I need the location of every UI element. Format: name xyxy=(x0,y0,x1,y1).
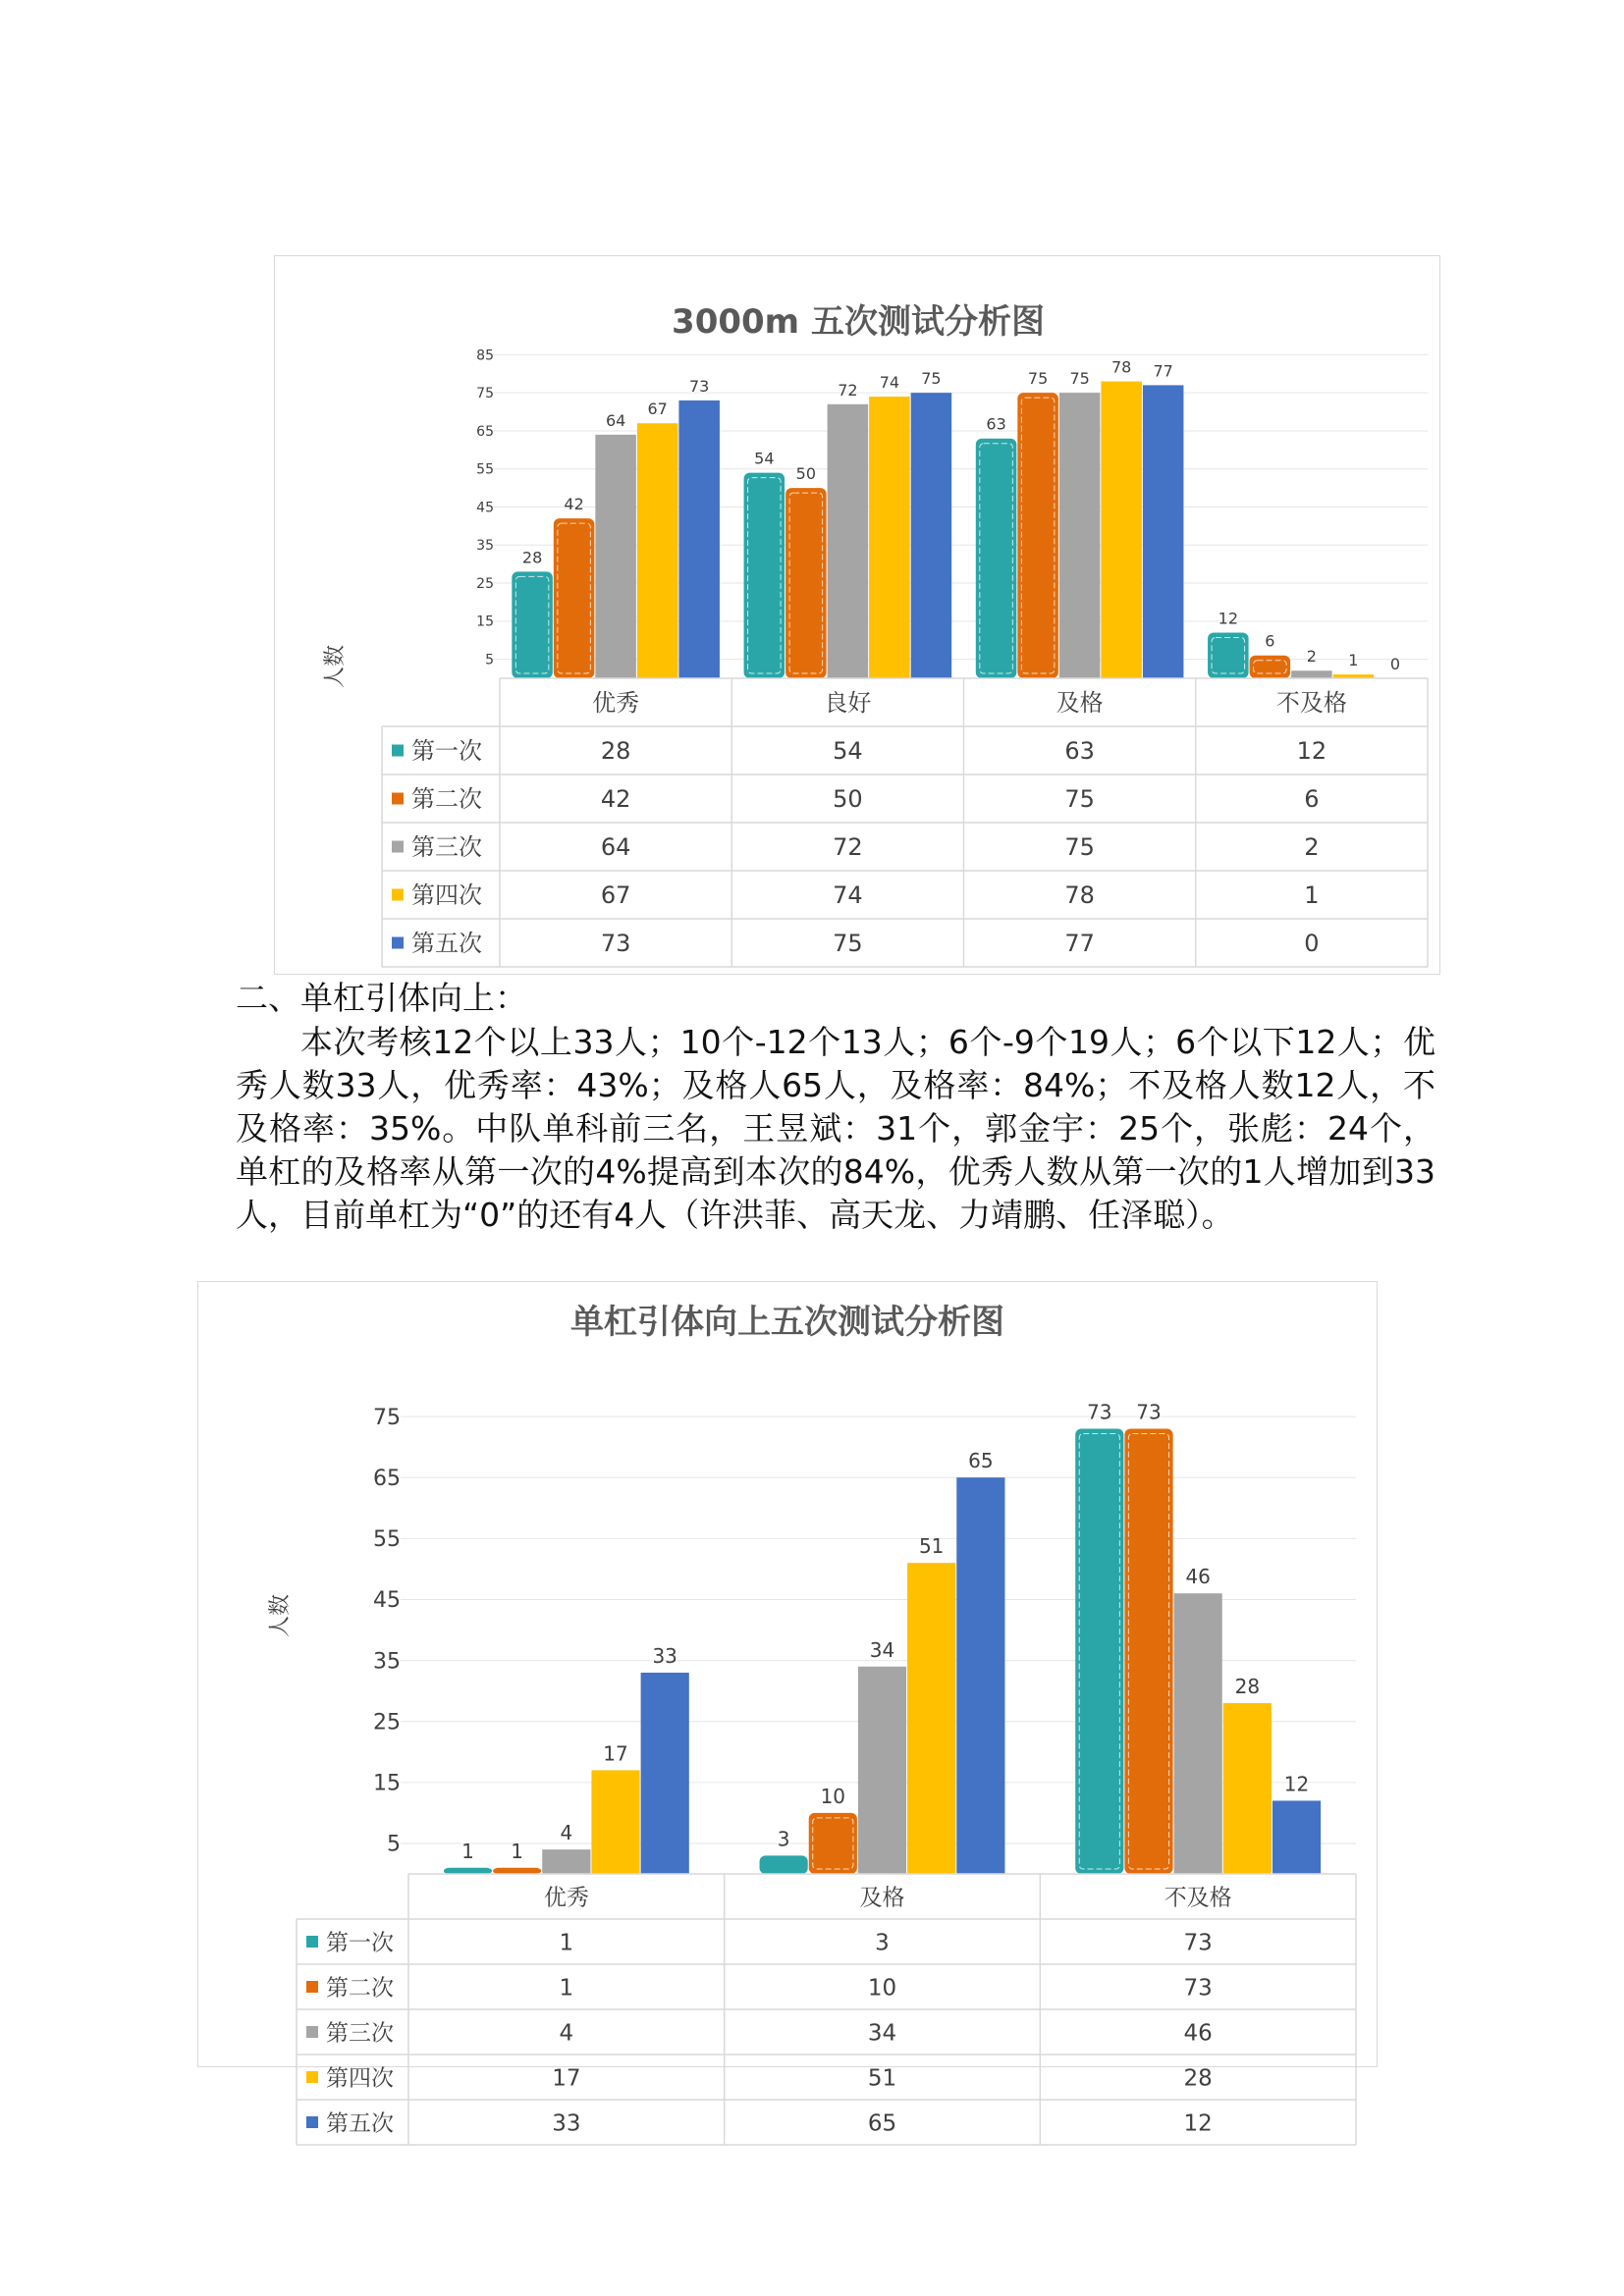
chart-title: 3000m 五次测试分析图 xyxy=(672,302,1045,342)
data-label: 51 xyxy=(918,1534,945,1559)
table-cell: 63 xyxy=(1064,737,1095,766)
category-label: 及格 xyxy=(1056,689,1104,718)
table-cell: 2 xyxy=(1304,833,1320,862)
legend-swatch xyxy=(392,889,404,901)
chart-3000m xyxy=(275,256,1441,976)
bar xyxy=(1124,1428,1172,1874)
bar xyxy=(809,1813,857,1874)
data-label: 63 xyxy=(986,414,1006,434)
legend-swatch xyxy=(306,2026,318,2038)
y-tick-label: 55 xyxy=(373,1527,401,1553)
table-cell: 73 xyxy=(1183,1975,1213,2002)
bar xyxy=(858,1667,906,1874)
table-cell: 54 xyxy=(833,737,863,766)
bar xyxy=(1075,1428,1123,1874)
table-cell: 72 xyxy=(833,833,863,862)
data-label: 12 xyxy=(1218,609,1239,628)
legend-label: 第三次 xyxy=(326,2020,394,2047)
bar xyxy=(542,1849,590,1874)
y-tick-label: 5 xyxy=(387,1832,401,1857)
bar xyxy=(1223,1703,1272,1874)
table-cell: 1 xyxy=(1304,881,1320,910)
y-tick-label: 35 xyxy=(476,538,494,555)
legend-label: 第四次 xyxy=(411,881,482,910)
bar xyxy=(493,1868,541,1874)
data-label: 17 xyxy=(603,1741,628,1766)
data-label: 54 xyxy=(754,449,775,468)
data-label: 50 xyxy=(795,464,817,484)
data-label: 75 xyxy=(921,369,942,389)
data-label: 0 xyxy=(1389,655,1401,673)
table-cell: 77 xyxy=(1064,930,1095,958)
table-cell: 65 xyxy=(867,2110,897,2137)
y-axis-label: 人数 xyxy=(323,644,348,689)
table-cell: 46 xyxy=(1183,2020,1213,2047)
table-cell: 3 xyxy=(875,1930,890,1956)
table-cell: 73 xyxy=(1183,1930,1213,1956)
data-label: 67 xyxy=(647,400,668,419)
table-cell: 10 xyxy=(867,1975,897,2002)
bar xyxy=(512,571,553,678)
legend-swatch xyxy=(306,1936,318,1948)
chart-pullup-frame xyxy=(197,1281,1378,2137)
bar xyxy=(678,400,720,678)
legend-label: 第五次 xyxy=(326,2110,394,2137)
legend-swatch xyxy=(306,2071,318,2083)
data-label: 4 xyxy=(560,1821,573,1845)
bar xyxy=(1143,385,1184,678)
legend-label: 第四次 xyxy=(326,2065,394,2092)
legend-swatch xyxy=(392,937,404,949)
y-tick-label: 65 xyxy=(476,423,494,440)
bar xyxy=(828,404,869,678)
y-tick-label: 25 xyxy=(476,575,494,592)
bar xyxy=(554,518,595,678)
data-label: 73 xyxy=(688,376,710,396)
y-tick-label: 65 xyxy=(373,1466,401,1491)
legend-label: 第二次 xyxy=(326,1975,394,2002)
y-tick-label: 75 xyxy=(476,386,494,402)
category-label: 优秀 xyxy=(592,689,640,718)
bar xyxy=(1291,670,1332,678)
y-tick-label: 15 xyxy=(476,614,494,630)
data-label: 42 xyxy=(564,495,584,514)
y-axis-label: 人数 xyxy=(268,1593,293,1638)
bar xyxy=(1174,1593,1222,1874)
legend-swatch xyxy=(392,745,404,757)
chart-3000m-frame xyxy=(274,255,1440,975)
bar xyxy=(760,1855,808,1874)
table-cell: 28 xyxy=(600,737,631,766)
table-cell: 75 xyxy=(1064,785,1095,814)
bar xyxy=(956,1477,1004,1874)
table-cell: 0 xyxy=(1304,930,1320,958)
table-cell: 34 xyxy=(867,2020,897,2047)
bar xyxy=(637,423,678,678)
legend-swatch xyxy=(392,841,404,853)
bar xyxy=(869,397,910,678)
bar xyxy=(1059,393,1101,678)
y-tick-label: 25 xyxy=(373,1710,401,1735)
data-label: 10 xyxy=(820,1784,846,1808)
y-tick-label: 5 xyxy=(485,652,494,668)
bar xyxy=(591,1770,639,1874)
table-cell: 42 xyxy=(600,785,631,814)
data-label: 28 xyxy=(521,548,543,567)
data-label: 46 xyxy=(1185,1565,1211,1589)
bar xyxy=(744,473,785,678)
section-heading: 二、单杠引体向上： xyxy=(236,979,527,1017)
bar xyxy=(785,488,827,678)
table-cell: 17 xyxy=(552,2065,581,2092)
legend-label: 第五次 xyxy=(411,930,482,958)
bar xyxy=(1208,632,1249,678)
table-cell: 1 xyxy=(559,1930,574,1956)
data-label: 2 xyxy=(1306,647,1317,667)
table-cell: 75 xyxy=(1064,833,1095,862)
bar xyxy=(641,1673,689,1874)
category-label: 及格 xyxy=(859,1885,905,1911)
y-tick-label: 55 xyxy=(476,461,494,478)
table-cell: 12 xyxy=(1183,2110,1213,2137)
bar xyxy=(595,435,636,678)
table-cell: 78 xyxy=(1064,881,1095,910)
category-label: 优秀 xyxy=(543,1885,589,1911)
legend-label: 第一次 xyxy=(326,1930,394,1956)
y-tick-label: 45 xyxy=(476,500,494,516)
data-label: 34 xyxy=(869,1637,895,1662)
y-tick-label: 15 xyxy=(373,1771,401,1796)
bar xyxy=(1101,382,1142,678)
legend-swatch xyxy=(306,1981,318,1993)
y-tick-label: 85 xyxy=(476,347,494,364)
y-tick-label: 35 xyxy=(373,1649,401,1675)
table-cell: 51 xyxy=(867,2065,897,2092)
table-cell: 74 xyxy=(833,881,863,910)
y-tick-label: 45 xyxy=(373,1588,401,1614)
bar xyxy=(976,439,1017,678)
table-cell: 67 xyxy=(600,881,631,910)
chart-title: 单杠引体向上五次测试分析图 xyxy=(570,1303,1004,1342)
table-cell: 6 xyxy=(1304,785,1320,814)
bar xyxy=(907,1563,955,1874)
table-cell: 28 xyxy=(1183,2065,1213,2092)
data-label: 74 xyxy=(879,373,900,393)
bar xyxy=(1250,656,1291,678)
table-cell: 50 xyxy=(833,785,863,814)
data-label: 1 xyxy=(1348,651,1359,670)
data-label: 3 xyxy=(777,1827,790,1851)
data-label: 72 xyxy=(838,380,858,400)
chart-pullup xyxy=(198,1282,1379,2165)
data-label: 64 xyxy=(605,410,626,430)
table-cell: 12 xyxy=(1296,737,1327,766)
table-cell: 1 xyxy=(559,1975,574,2002)
bar xyxy=(1272,1800,1321,1874)
category-label: 不及格 xyxy=(1275,689,1347,718)
data-label: 12 xyxy=(1283,1772,1310,1796)
data-label: 28 xyxy=(1234,1675,1261,1699)
data-label: 6 xyxy=(1265,631,1275,651)
table-cell: 75 xyxy=(833,930,863,958)
y-tick-label: 75 xyxy=(373,1405,401,1430)
legend-label: 第一次 xyxy=(411,737,482,766)
table-cell: 33 xyxy=(552,2110,581,2137)
legend-swatch xyxy=(392,793,404,805)
table-cell: 4 xyxy=(559,2020,574,2047)
data-label: 73 xyxy=(1087,1400,1112,1424)
section-paragraph: 本次考核12个以上33人；10个-12个13人；6个-9个19人；6个以下12人；优秀人数33人，优秀率：43%；及格人65人，及格率：84%；不及格人数12人，不及格率：35%。中队单科前三名，王昱斌：31个，郭金宇：25个，张彪：24个，单杠的及格率从第一次的4%提高到本次的84%，优秀人数从第一次的1人增加到33人，目前单杠为“0”的还有4人（许洪菲、高天龙、力靖鹏、任泽聪）。 xyxy=(236,1023,1435,1234)
category-label: 不及格 xyxy=(1164,1885,1232,1911)
data-label: 65 xyxy=(968,1449,994,1473)
table-cell: 64 xyxy=(600,833,631,862)
category-label: 良好 xyxy=(824,689,872,718)
bar xyxy=(911,393,952,678)
data-label: 1 xyxy=(511,1839,524,1863)
data-label: 73 xyxy=(1136,1400,1162,1424)
data-label: 1 xyxy=(461,1839,474,1863)
legend-label: 第三次 xyxy=(411,833,482,862)
data-label: 75 xyxy=(1069,369,1090,389)
data-label: 78 xyxy=(1110,357,1132,377)
bar xyxy=(444,1868,492,1874)
data-label: 75 xyxy=(1027,369,1049,389)
legend-label: 第二次 xyxy=(411,785,482,814)
table-cell: 73 xyxy=(600,930,631,958)
bar xyxy=(1017,393,1058,678)
data-label: 77 xyxy=(1153,361,1173,381)
legend-swatch xyxy=(306,2116,318,2128)
data-label: 33 xyxy=(652,1643,677,1668)
